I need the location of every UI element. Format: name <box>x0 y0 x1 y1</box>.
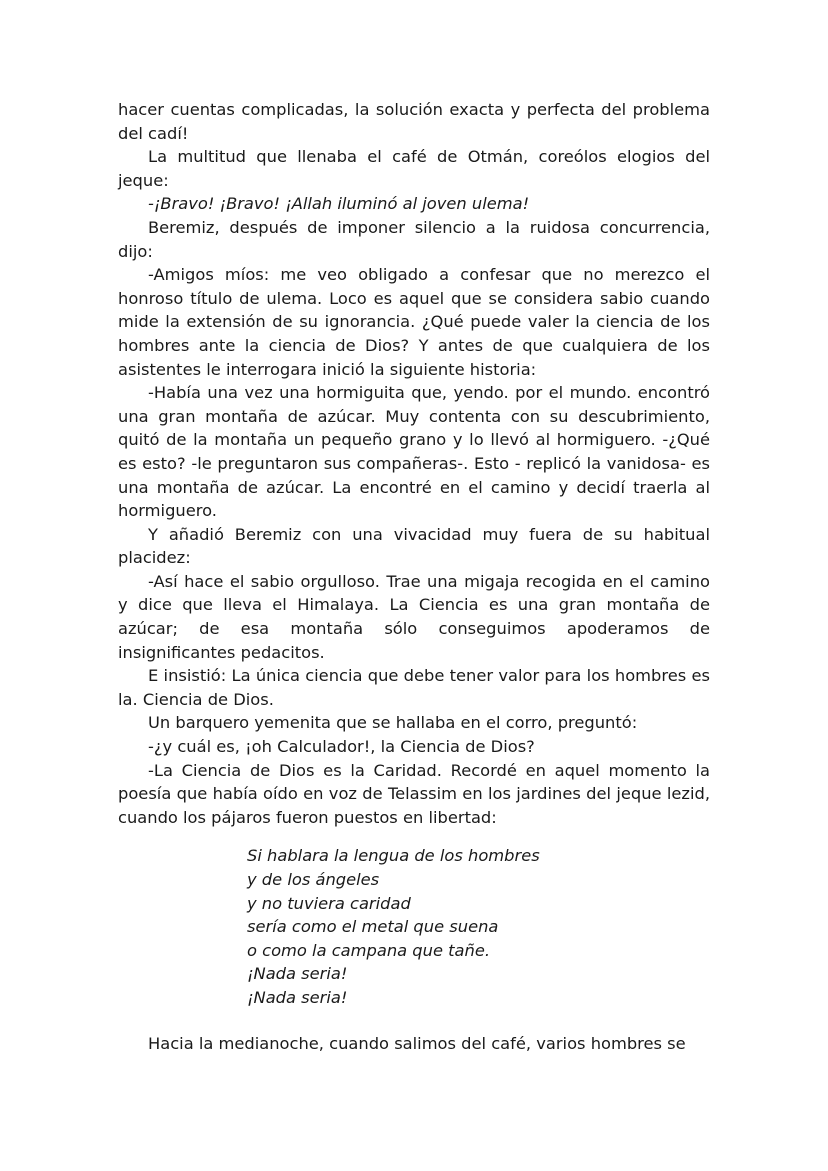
poem-line: o como la campana que tañe. <box>247 940 491 960</box>
paragraph: Un barquero yemenita que se hallaba en el corro, preguntó: <box>148 713 638 733</box>
paragraph: -Así hace el sabio orgulloso. Trae una migaja recogida en el camino y dice que lleva el Himalaya. La Ciencia es una gran montaña de azúcar; de esa montaña sólo conseguimos apoderamos de insignificantes pedacitos. <box>118 571 710 662</box>
paragraph-quote: -¡Bravo! ¡Bravo! ¡Allah iluminó al joven ulema! <box>148 194 530 214</box>
poem <box>247 844 710 1009</box>
poem-line: ¡Nada seria! <box>247 987 348 1007</box>
paragraph: -Amigos míos: me veo obligado a confesar que no merezco el honroso título de ulema. Loco es aquel que se considera sabio cuando mide la extensión de su ignorancia. ¿Qué puede valer la ciencia de los hombres ante la ciencia de Dios? Y antes de que cualquiera de los asistentes le interrogara inició la siguiente historia: <box>118 265 710 379</box>
paragraph: hacer cuentas complicadas, la solución exacta y perfecta del problema del cadí! <box>118 100 710 143</box>
poem-line: Si hablara la lengua de los hombres <box>247 846 540 866</box>
spacer <box>118 1010 710 1032</box>
paragraph-closing: Hacia la medianoche, cuando salimos del café, varios hombres se <box>148 1033 686 1053</box>
paragraph: -¿y cuál es, ¡oh Calculador!, la Ciencia de Dios? <box>148 737 535 757</box>
paragraph: La multitud que llenaba el café de Otmán, coreólos elogios del jeque: <box>118 147 710 190</box>
document-page <box>118 98 710 1055</box>
paragraph: -La Ciencia de Dios es la Caridad. Recordé en aquel momento la poesía que había oído en voz de Telassim en los jardines del jeque lezid, cuando los pájaros fueron puestos en libertad: <box>118 760 710 827</box>
poem-line: y no tuviera caridad <box>247 893 411 913</box>
poem-line: ¡Nada seria! <box>247 964 348 984</box>
paragraph: E insistió: La única ciencia que debe tener valor para los hombres es la. Ciencia de Dios. <box>118 666 710 709</box>
paragraph: Beremiz, después de imponer silencio a la ruidosa concurrencia, dijo: <box>118 217 710 261</box>
poem-line: sería como el metal que suena <box>247 917 499 937</box>
paragraph: -Había una vez una hormiguita que, yendo. por el mundo. encontró una gran montaña de azúcar. Muy contenta con su descubrimiento, quitó de la montaña un pequeño grano y lo llevó al hormiguero. -¿Qué es esto? -le preguntaron sus compañeras-. Esto - replicó la vanidosa- es una montaña de azúcar. La encontré en el camino y decidí traerla al hormiguero. <box>118 383 710 521</box>
poem-line: y de los ángeles <box>247 870 380 889</box>
paragraph: Y añadió Beremiz con una vivacidad muy fuera de su habitual placidez: <box>118 524 710 568</box>
